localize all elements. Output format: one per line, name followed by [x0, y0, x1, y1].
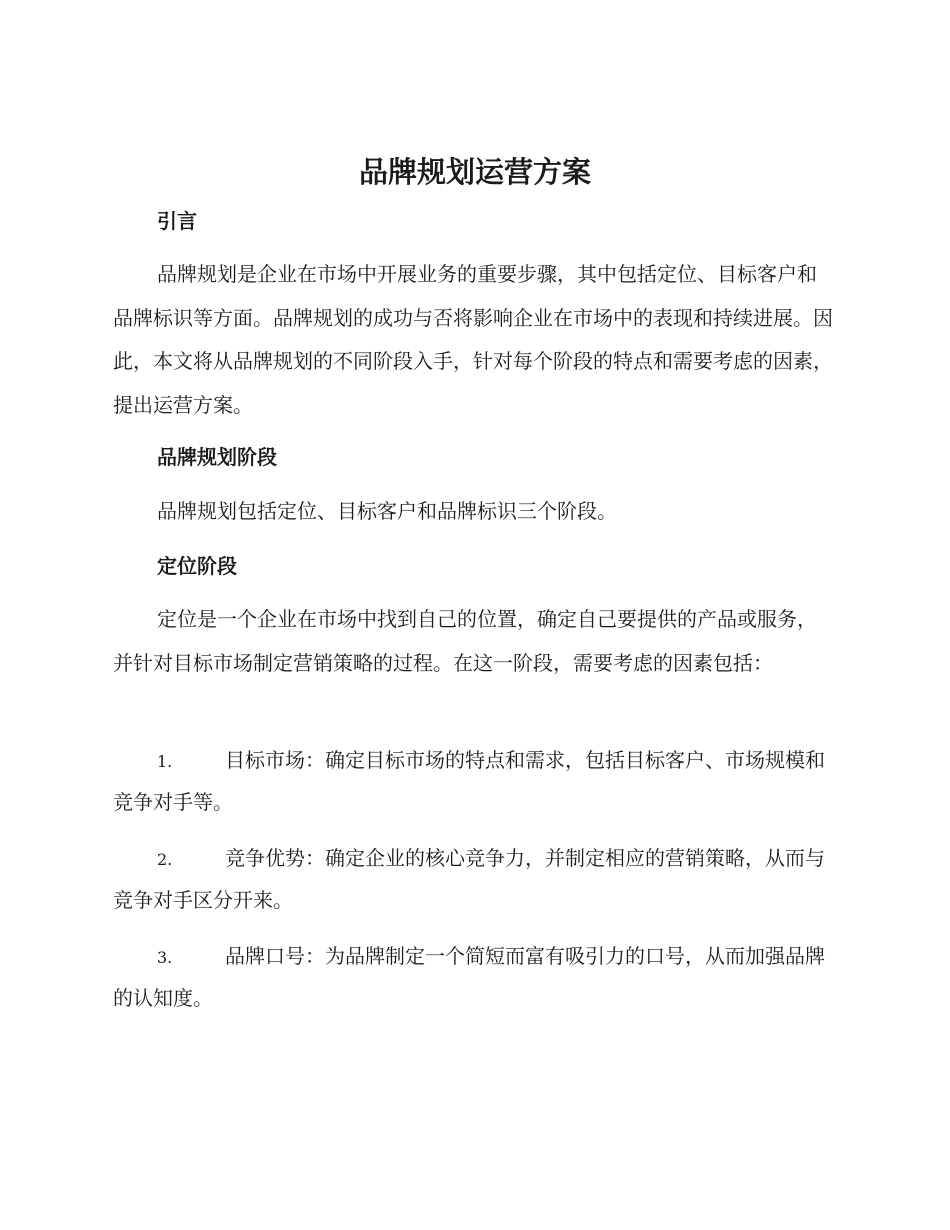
section-heading-brand-planning: 品牌规划阶段 — [157, 445, 277, 469]
list-item — [113, 936, 833, 1018]
list-item-text: 竞争优势：确定企业的核心竞争力，并制定相应的营销策略，从而与竞争对手区分开来。 — [113, 846, 825, 912]
list-item-text: 目标市场：确定目标市场的特点和需求，包括目标客户、市场规模和竞争对手等。 — [113, 748, 825, 814]
list-item — [113, 838, 833, 920]
section-paragraph-positioning: 定位是一个企业在市场中找到自己的位置，确定自己要提供的产品或服务，并针对目标市场制定营销策略的过程。在这一阶段，需要考虑的因素包括： — [113, 607, 817, 675]
section-heading-positioning: 定位阶段 — [157, 554, 237, 578]
list-item-text: 品牌口号：为品牌制定一个简短而富有吸引力的口号，从而加强品牌的认知度。 — [113, 944, 825, 1010]
section-heading-intro: 引言 — [157, 209, 197, 233]
list-item-number: 1. — [157, 752, 173, 771]
list-item-number: 2. — [157, 850, 173, 869]
section-paragraph-brand-planning: 品牌规划包括定位、目标客户和品牌标识三个阶段。 — [157, 499, 617, 523]
document-title: 品牌规划运营方案 — [358, 155, 591, 189]
list-item-number: 3. — [157, 948, 173, 967]
list-item — [113, 740, 833, 822]
section-paragraph-intro: 品牌规划是企业在市场中开展业务的重要步骤，其中包括定位、目标客户和品牌标识等方面。品牌规划的成功与否将影响企业在市场中的表现和持续进展。因此，本文将从品牌规划的不同阶段入手，针对每个阶段的特点和需要考虑的因素，提出运营方案。 — [113, 262, 833, 417]
